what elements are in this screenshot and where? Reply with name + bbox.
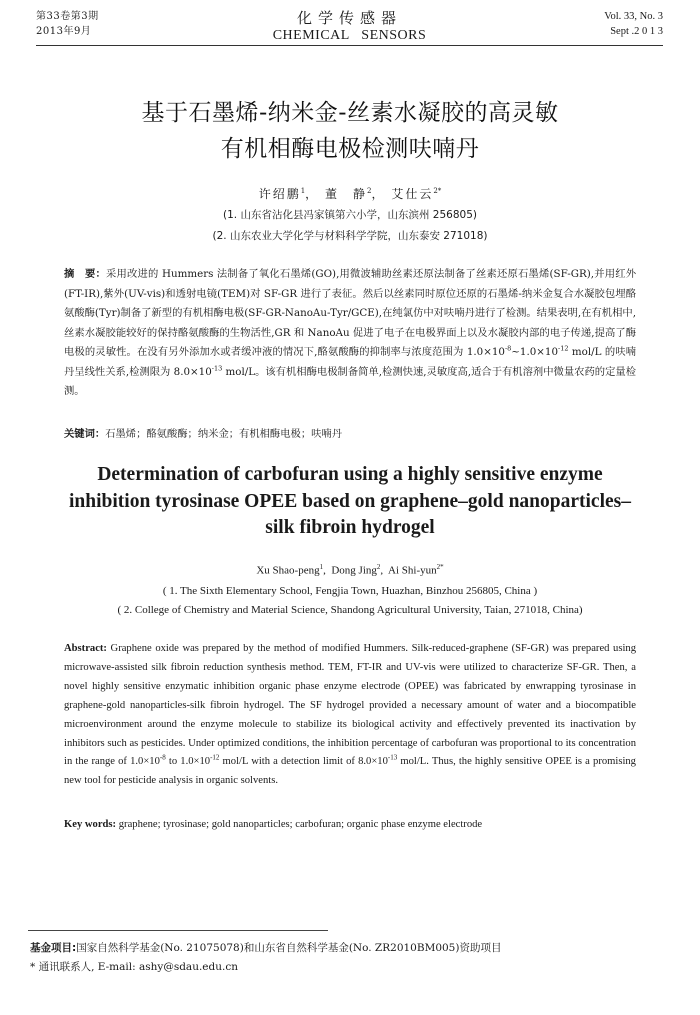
abstract-cn-text-2: ~1.0×10 — [511, 346, 559, 358]
author-en-1: Xu Shao-peng — [256, 564, 320, 577]
abstract-en-exp-3: -13 — [387, 753, 398, 762]
title-cn — [0, 95, 700, 167]
author-cn-1: 许绍鹏 — [258, 187, 301, 201]
keywords-cn-label: 关键词： — [64, 428, 106, 440]
journal-name-en: CHEMICAL SENSORS — [272, 28, 427, 43]
date-en: Sept .2 0 1 3 — [610, 26, 663, 37]
issue-cn: 第33卷第3期 — [36, 11, 99, 22]
title-en-line3: silk fibroin hydrogel — [265, 517, 435, 538]
date-cn: 2013年9月 — [36, 26, 92, 37]
author-cn-2-aff: 2 — [367, 187, 372, 195]
affiliation-cn-2: (2. 山东农业大学化学与材料科学学院，山东泰安 271018) — [212, 230, 488, 242]
title-en — [40, 462, 660, 542]
abstract-en-label: Abstract: — [64, 643, 107, 654]
author-en-2-aff: 2 — [376, 563, 381, 571]
author-en-3-aff: 2* — [436, 563, 444, 571]
abstract-cn-text-3: mol/L 的呋喃丹呈线性关系,检测限为 8.0×10 — [64, 346, 637, 378]
keywords-cn — [64, 425, 636, 440]
title-cn-line2: 有机相酶电极检测呋喃丹 — [220, 136, 480, 162]
abstract-cn-text-1: 采用改进的 Hummers 法制备了氧化石墨烯(GO),用微波辅助丝素还原法制备了丝素还原石墨烯(SF-GR),并用红外(FT-IR),紫外(UV-vis)和透射电镜(TEM)对 SF-GR 进行了表征。然后以丝素同时原位还原的石墨烯-纳米金复合水凝胶包埋酪氨酸酶(Tyr)制备了新型的有机相酶电极(SF-GR-NanoAu-Tyr/GCE),在纯氯仿中对呋喃丹进行了检测。结果表明,在有机相中,丝素水凝胶能较好的保持酪氨酸酶的生物活性,GR 和 NanoAu 促进了电子在电极界面上以及水凝胶内部的电子传递,提高了酶电极的灵敏性。在没有另外添加水或者缓冲液的情况下,酪氨酸酶的抑制率与浓度范围为 1.0×10 — [64, 268, 636, 358]
authors-en: Xu Shao-peng$^1$, Dong Jing$^2$, Ai Shi-yun$^{2*}$ — [256, 563, 444, 577]
header-rule — [36, 45, 663, 46]
journal-name — [36, 9, 663, 45]
affiliation-en-2: ( 2. College of Chemistry and Material Science, Shandong Agricultural University, Taian, 271018, China) — [117, 604, 583, 616]
footnote-rule — [28, 930, 328, 931]
abstract-cn-text-4: mol/L。该有机相酶电极制备简单,检测快速,灵敏度高,适合于有机溶剂中微量农药的定量检测。 — [64, 365, 636, 397]
author-en-2: Dong Jing — [331, 564, 377, 577]
title-en-line1: Determination of carbofuran using a highly sensitive enzyme — [97, 464, 603, 485]
abstract-en-text-4: mol/L. Thus, the highly sensitive OPEE is a promising new tool for pesticide analysis in organic solvents. — [64, 756, 636, 787]
abstract-cn-exp-1: -8 — [504, 344, 512, 353]
contact-note: * 通讯联系人, E-mail: ashy@sdau.edu.cn — [30, 961, 238, 973]
affiliation-en-1: ( 1. The Sixth Elementary School, Fengjia Town, Huazhan, Binzhou 256805, China ) — [162, 585, 538, 597]
abstract-en-exp-2: -12 — [210, 753, 220, 762]
author-en-3: Ai Shi-yun — [388, 564, 437, 577]
affiliation-cn-1: (1. 山东省沾化县冯家镇第六小学，山东滨州 256805) — [223, 209, 477, 221]
title-cn-line1: 基于石墨烯-纳米金-丝素水凝胶的高灵敏 — [141, 100, 559, 126]
title-en-line2: inhibition tyrosinase OPEE based on graphene–gold nanoparticles– — [69, 490, 631, 512]
author-cn-3-aff: 2* — [433, 187, 442, 195]
keywords-en-label: Key words: — [64, 819, 117, 830]
abstract-cn-exp-3: -13 — [211, 364, 223, 373]
authors-cn: 许绍鹏$^1$， 董 静$^2$， 艾仕云$^{2*}$ — [258, 187, 442, 201]
abstract-cn-label: 摘 要： — [64, 268, 106, 280]
abstract-en-text-1: Graphene oxide was prepared by the method of modified Hummers. Silk-reduced-graphene (SF-GR) was prepared using microwave-assisted silk fibroin reduction synthesis method. TEM, FT-IR and UV-vis were utilized to characterize SF-GR. Then, a novel highly sensitive enzymatic inhibition organic phase enzyme electrode (OPEE) was fabricated by enwrapping tyrosinase in graphene-gold nanoparticles-silk fibroin hydrogel. The SF hydrogel provided a necessary amount of water and a biocompatible microenvironment around the enzyme molecule to stabilize its biological activity and effectively prevented its inactivation by inhibitors such as pesticides. Under optimized conditions, the inhibition percentage of carbofuran was proportional to its concentration in the range of 1.0×10 — [64, 643, 636, 768]
author-cn-2: 董 静 — [325, 187, 368, 201]
header-right — [604, 9, 663, 39]
abstract-cn-exp-2: -12 — [558, 344, 569, 353]
abstract-en-text-2: to 1.0×10 — [165, 756, 211, 768]
funding-note — [30, 940, 670, 957]
page-header — [36, 9, 663, 45]
keywords-en-text: graphene; tyrosinase; gold nanoparticles; carbofuran; organic phase enzyme electrode — [116, 819, 483, 830]
volume-en: Vol. 33, No. 3 — [604, 11, 663, 22]
abstract-en-exp-1: -8 — [159, 753, 166, 762]
abstract-en — [64, 640, 636, 791]
keywords-cn-text: 石墨烯；酪氨酸酶；纳米金；有机相酶电极；呋喃丹 — [105, 428, 343, 440]
abstract-en-text-3: mol/L with a detection limit of 8.0×10 — [219, 756, 388, 768]
journal-name-cn: 化学传感器 — [296, 9, 402, 27]
abstract-cn — [64, 265, 636, 402]
author-cn-1-aff: 1 — [300, 187, 306, 195]
author-cn-3: 艾仕云 — [391, 187, 434, 201]
funding-text: 国家自然科学基金(No. 21075078)和山东省自然科学基金(No. ZR2010BM005)资助项目 — [76, 942, 502, 954]
funding-label: 基金项目: — [30, 942, 77, 954]
keywords-en — [64, 819, 636, 830]
author-en-1-aff: 1 — [319, 563, 324, 571]
